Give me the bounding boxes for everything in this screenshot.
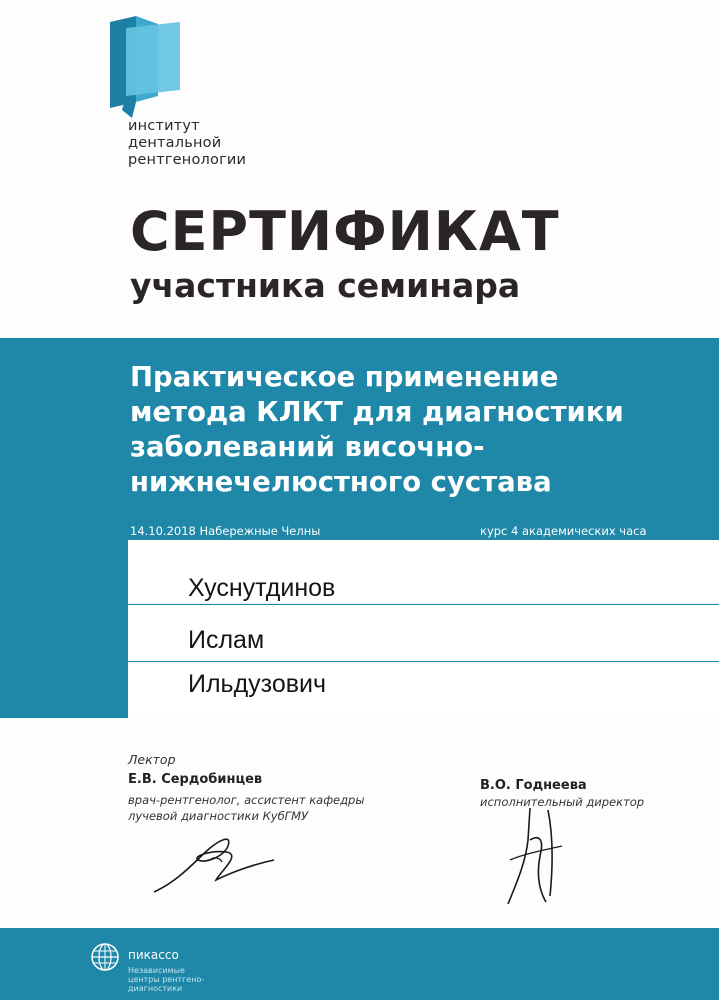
course-title-line: Практическое применение xyxy=(130,361,559,393)
participant-patronymic: Ильдузович xyxy=(188,670,327,698)
course-title xyxy=(130,360,690,500)
institute-logo-icon xyxy=(106,14,186,124)
lector-label: Лектор xyxy=(128,752,176,767)
director-name: В.О. Годнеева xyxy=(480,778,587,793)
institute-name-line1: институт xyxy=(128,118,200,134)
footer-subtitle-line: Независимые xyxy=(128,966,185,975)
footer-subtitle-line: диагностики xyxy=(128,984,183,993)
footer-brand: пикассо xyxy=(128,948,179,962)
lector-position-line: лучевой диагностики КубГМУ xyxy=(128,809,309,823)
footer-subtitle xyxy=(128,966,204,993)
participant-panel xyxy=(128,540,719,718)
course-date-place: 14.10.2018 Набережные Челны xyxy=(130,524,321,538)
name-divider xyxy=(128,604,719,605)
globe-logo-icon xyxy=(90,942,120,972)
participant-name: Ислам xyxy=(188,626,265,654)
course-title-line: метода КЛКТ для диагностики xyxy=(130,396,624,428)
director-position: исполнительный директор xyxy=(480,795,645,809)
course-title-line: заболеваний височно- xyxy=(130,431,485,463)
lector-signature-icon xyxy=(150,820,280,900)
name-divider xyxy=(128,661,719,662)
footer-subtitle-line: центры рентгено- xyxy=(128,975,205,984)
institute-name xyxy=(128,118,246,169)
certificate-title: СЕРТИФИКАТ xyxy=(130,200,560,263)
director-signature-icon xyxy=(500,800,580,910)
participant-surname: Хуснутдинов xyxy=(188,574,336,602)
course-hours: курс 4 академических часа xyxy=(480,524,647,538)
course-title-line: нижнечелюстного сустава xyxy=(130,466,552,498)
lector-position-line: врач-рентгенолог, ассистент кафедры xyxy=(128,793,365,807)
institute-name-line2: дентальной xyxy=(128,135,222,151)
lector-name: Е.В. Сердобинцев xyxy=(128,772,263,787)
institute-name-line3: рентгенологии xyxy=(128,152,247,168)
certificate-subtitle: участника семинара xyxy=(130,266,521,305)
